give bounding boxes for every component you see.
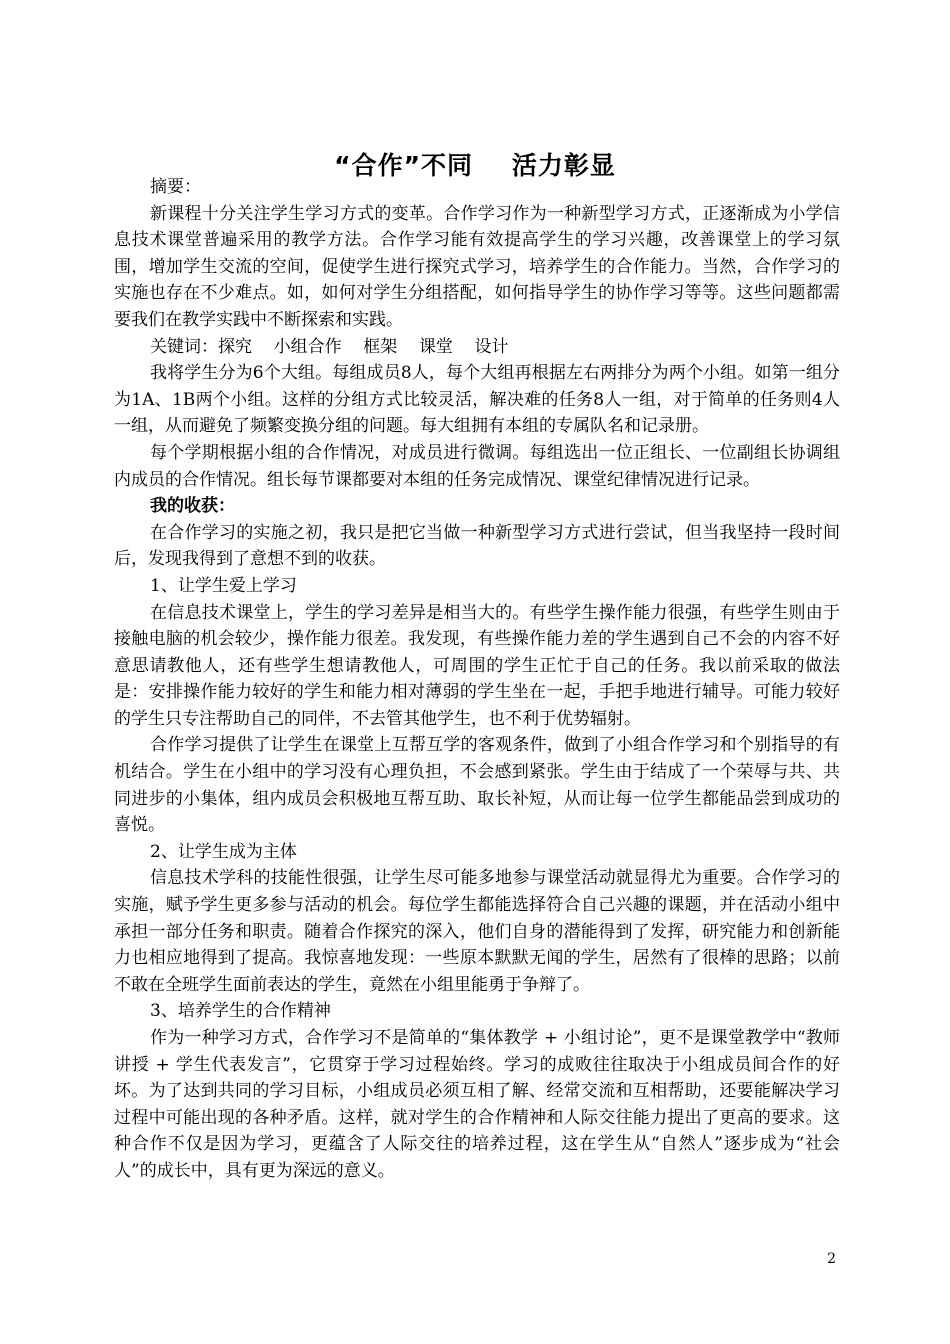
grouping-paragraph: 我将学生分为6个大组。每组成员8人，每个大组再根据左右两排分为两个小组。如第一组分为1A、1B两个小组。这样的分组方式比较灵活，解决难的任务8人一组，对于简单的任务则4人一组，从而避免了频繁变换分组的问题。每大组拥有本组的专属队名和记录册。 — [114, 363, 840, 437]
section-heading-3: 3、培养学生的合作精神 — [150, 1001, 331, 1022]
section-1-paragraph-2: 合作学习提供了让学生在课堂上互帮互学的客观条件，做到了小组合作学习和个别指导的有机结合。学生在小组中的学习没有心理负担，不会感到紧张。学生由于结成了一个荣辱与共、共同进步的小集体，组内成员会积极地互帮互助、取长补短，从而让每一位学生都能品尝到成功的喜悦。 — [114, 735, 840, 836]
abstract-paragraph: 新课程十分关注学生学习方式的变革。合作学习作为一种新型学习方式，正逐渐成为小学信息技术课堂普遍采用的教学方法。合作学习能有效提高学生的学习兴趣，改善课堂上的学习氛围，增加学生交流的空间，促使学生进行探究式学习，培养学生的合作能力。当然，合作学习的实施也存在不少难点。如，如何对学生分组搭配，如何指导学生的协作学习等等。这些问题都需要我们在教学实践中不断探索和实践。 — [114, 203, 840, 330]
gains-intro-paragraph: 在合作学习的实施之初，我只是把它当做一种新型学习方式进行尝试，但当我坚持一段时间后，发现我得到了意想不到的收获。 — [114, 522, 840, 570]
section-1-paragraph-1: 在信息技术课堂上，学生的学习差异是相当大的。有些学生操作能力很强，有些学生则由于接触电脑的机会较少，操作能力很差。我发现，有些操作能力差的学生遇到自己不会的内容不好意思请教他人，还有些学生想请教他人，可周围的学生正忙于自己的任务。我以前采取的做法是：安排操作能力较好的学生和能力相对薄弱的学生坐在一起，手把手地进行辅导。可能力较好的学生只专注帮助自己的同伴，不去管其他学生，也不利于优势辐射。 — [114, 602, 840, 729]
gains-heading: 我的收获： — [150, 496, 235, 517]
section-heading-1: 1、让学生爱上学习 — [150, 575, 297, 596]
document-title: “合作”不同 活力彰显 — [334, 150, 616, 180]
section-heading-2: 2、让学生成为主体 — [150, 841, 297, 862]
document-body — [114, 174, 840, 1185]
adjustment-paragraph: 每个学期根据小组的合作情况，对成员进行微调。每组选出一位正组长、一位副组长协调组内成员的合作情况。组长每节课都要对本组的任务完成情况、课堂纪律情况进行记录。 — [114, 442, 840, 490]
abstract-heading: 摘要： — [150, 177, 201, 197]
section-3-paragraph: 作为一种学习方式，合作学习不是简单的“集体教学 + 小组讨论”，更不是课堂教学中“教师讲授 + 学生代表发言”，它贯穿于学习过程始终。学习的成败往往取决于小组成员间合作的好坏。为了达到共同的学习目标，小组成员必须互相了解、经常交流和互相帮助，还要能解决学习过程中可能出现的各种矛盾。这样，就对学生的合作精神和人际交往能力提出了更高的要求。这种合作不仅是因为学习，更蕴含了人际交往的培养过程，这在学生从“自然人”逐步成为“社会人”的成长中，具有更为深远的意义。 — [114, 1028, 840, 1181]
keywords-line: 关键词：探究 小组合作 框架 课堂 设计 — [150, 336, 509, 357]
page-number: 2 — [827, 1251, 836, 1267]
section-2-paragraph: 信息技术学科的技能性很强，让学生尽可能多地参与课堂活动就显得尤为重要。合作学习的实施，赋予学生更多参与活动的机会。每位学生都能选择符合自己兴趣的课题，并在活动小组中承担一部分任务和职责。随着合作探究的深入，他们自身的潜能得到了发挥，研究能力和创新能力也相应地得到了提高。我惊喜地发现：一些原本默默无闻的学生，居然有了很棒的思路；以前不敢在全班学生面前表达的学生，竟然在小组里能勇于争辩了。 — [114, 868, 840, 995]
